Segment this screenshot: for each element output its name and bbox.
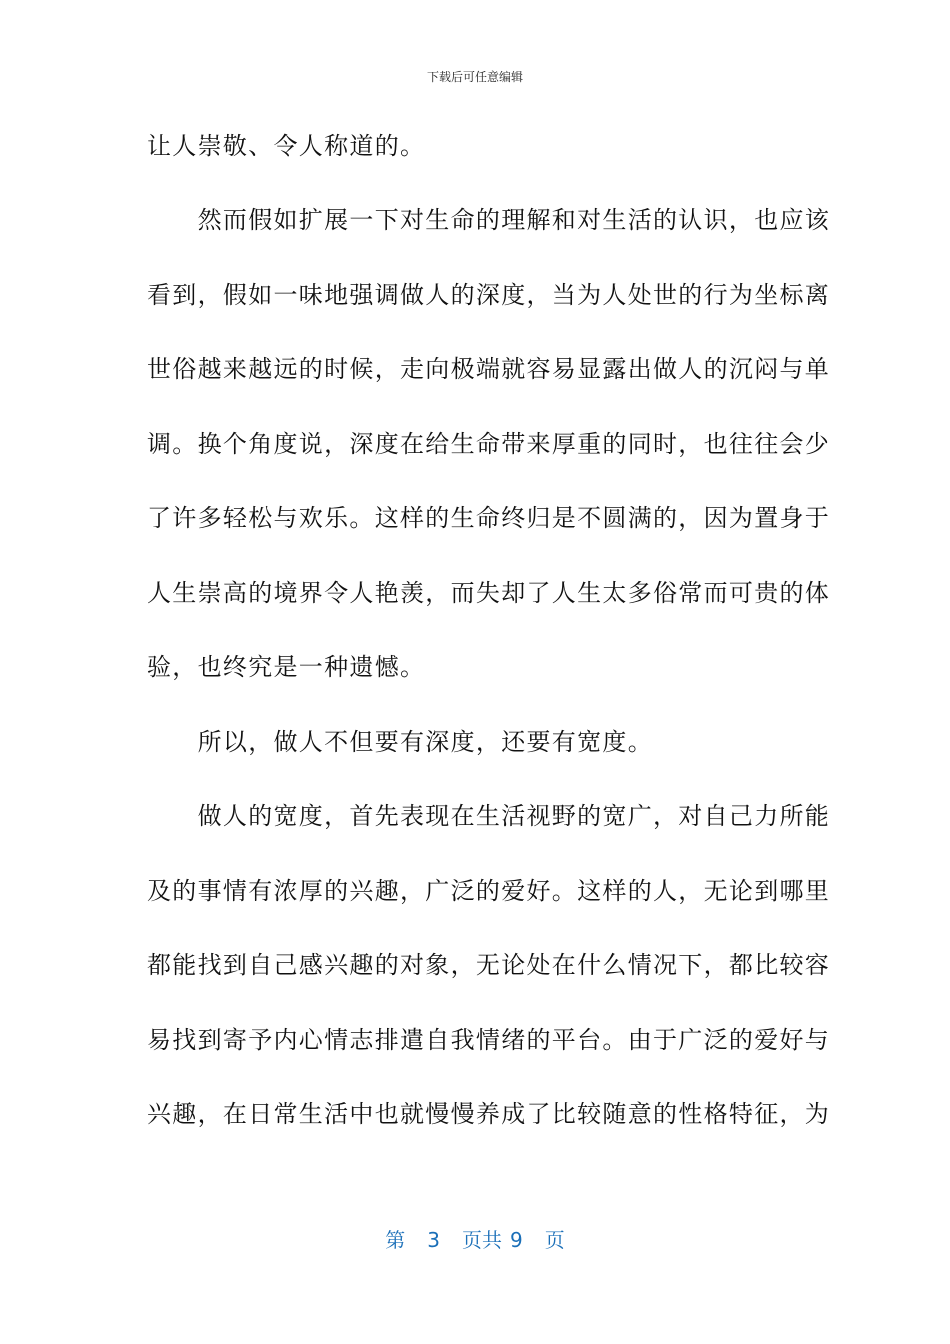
body-line: 兴趣，在日常生活中也就慢慢养成了比较随意的性格特征，为 xyxy=(147,1100,831,1128)
body-line: 做人的宽度，首先表现在生活视野的宽广，对自己力所能 xyxy=(147,802,831,830)
page-footer xyxy=(0,1224,950,1253)
body-line: 及的事情有浓厚的兴趣，广泛的爱好。这样的人，无论到哪里 xyxy=(147,877,831,905)
body-line: 看到，假如一味地强调做人的深度，当为人处世的行为坐标离 xyxy=(147,281,831,309)
body-line: 世俗越来越远的时候，走向极端就容易显露出做人的沉闷与单 xyxy=(147,355,831,383)
body-line: 调。换个角度说，深度在给生命带来厚重的同时，也往往会少 xyxy=(147,430,831,458)
body-line: 然而假如扩展一下对生命的理解和对生活的认识，也应该 xyxy=(147,206,831,234)
footer-label-prefix: 第 xyxy=(385,1228,406,1252)
body-line: 都能找到自己感兴趣的对象，无论处在什么情况下，都比较容 xyxy=(147,951,831,979)
body-line: 验，也终究是一种遗憾。 xyxy=(147,653,426,681)
footer-label-mid: 页共 xyxy=(462,1228,502,1252)
body-line: 易找到寄予内心情志排遣自我情绪的平台。由于广泛的爱好与 xyxy=(147,1026,831,1054)
body-line: 了许多轻松与欢乐。这样的生命终归是不圆满的，因为置身于 xyxy=(147,504,831,532)
footer-label-suffix: 页 xyxy=(544,1228,565,1252)
body-line: 人生崇高的境界令人艳羡，而失却了人生太多俗常而可贵的体 xyxy=(147,579,831,607)
footer-page-number: 3 xyxy=(427,1228,440,1252)
footer-total-pages: 9 xyxy=(510,1228,523,1252)
header-note: 下载后可任意编辑 xyxy=(426,70,523,84)
body-line: 让人崇敬、令人称道的。 xyxy=(147,132,426,160)
body-line: 所以，做人不但要有深度，还要有宽度。 xyxy=(147,728,653,756)
